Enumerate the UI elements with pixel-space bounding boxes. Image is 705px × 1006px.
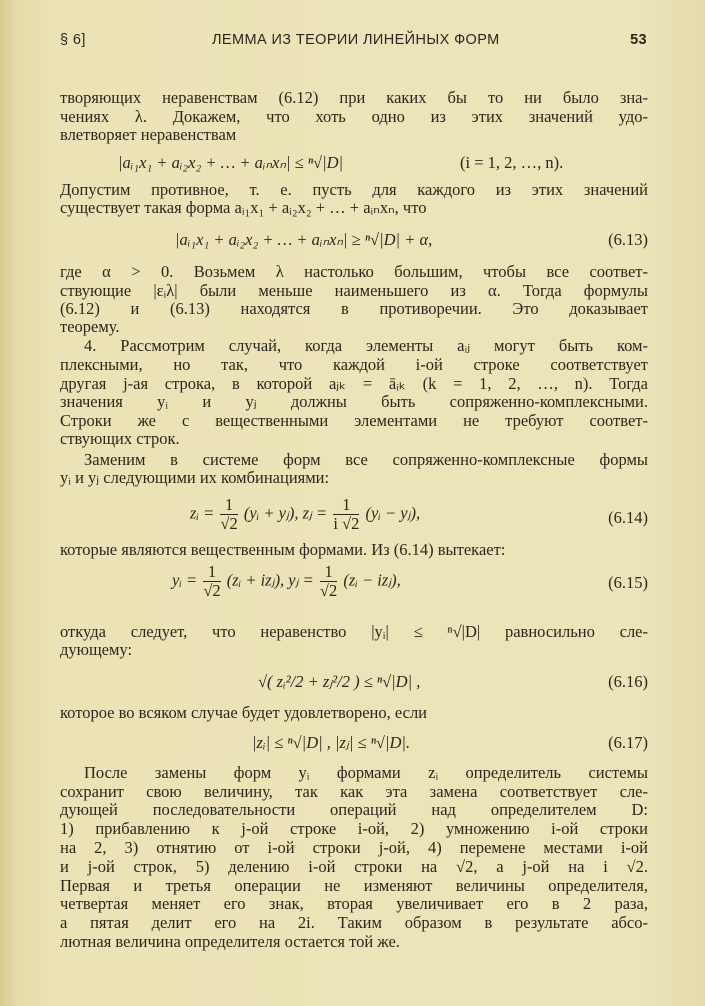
eq-part: (zᵢ + izⱼ), yⱼ = <box>226 570 314 590</box>
fraction <box>203 563 220 600</box>
denominator: √2 <box>203 581 221 600</box>
denominator: i √2 <box>333 514 360 533</box>
text-line: Первая и третья операции не изменяют величины определителя, <box>60 876 648 895</box>
text-line: yᵢ и yⱼ следующими их комбинациями: <box>60 468 330 487</box>
fraction <box>333 496 359 533</box>
text-line: теорему. <box>60 317 120 336</box>
equation-number: (6.14) <box>608 508 648 527</box>
eq-part: (yᵢ + yⱼ), zⱼ = <box>243 503 328 523</box>
fraction <box>220 496 237 533</box>
text-line: существует такая форма aᵢ₁x₁ + aᵢ₂x₂ + … + aᵢₙxₙ, что <box>60 198 427 217</box>
equation: √( zᵢ²/2 + zⱼ²/2 ) ≤ ⁿ√|D| , <box>258 672 421 691</box>
eq-part: (zᵢ − izⱼ), <box>343 570 401 590</box>
text-line: После замены форм yᵢ формами zᵢ определитель системы <box>84 763 648 782</box>
text-line: которые являются вещественным формами. Из (6.14) вытекает: <box>60 540 506 559</box>
numerator: 1 <box>333 496 359 515</box>
text-line: которое во всяком случае будет удовлетворено, если <box>60 703 428 722</box>
text-line: творяющих неравенствам (6.12) при каких бы то ни было зна- <box>60 88 648 107</box>
text-line: другая j-ая строка, в которой aⱼₖ = āᵢₖ (k = 1, 2, …, n). Тогда <box>60 374 648 393</box>
denominator: √2 <box>220 514 238 533</box>
text-line: дующему: <box>60 640 133 659</box>
equation-6-15 <box>172 563 401 600</box>
text-line: Строки же с вещественными элементами не требуют соответ- <box>60 411 648 430</box>
fraction <box>320 563 337 600</box>
text-line: где α > 0. Возьмем λ настолько большим, чтобы все соответ- <box>60 262 648 281</box>
equation-number: (6.13) <box>608 230 648 249</box>
text-line: Заменим в системе форм все сопряженно-комплексные формы <box>84 450 648 469</box>
text-line: влетворяет неравенствам <box>60 125 237 144</box>
text-line: на 2, 3) отнятию от i-ой строки j-ой, 4) перемене местами i-ой <box>60 838 648 857</box>
text-line: ствующих строк. <box>60 429 180 448</box>
text-line: четвертая меняет его знак, вторая увеличивает его в 2 раза, <box>60 894 648 913</box>
section-number: § 6] <box>60 32 86 48</box>
equation: |aᵢ₁x₁ + aᵢ₂x₂ + … + aᵢₙxₙ| ≥ ⁿ√|D| + α, <box>175 230 433 249</box>
running-title: ЛЕММА ИЗ ТЕОРИИ ЛИНЕЙНЫХ ФОРМ <box>212 32 500 48</box>
text-line: откуда следует, что неравенство |yᵢ| ≤ ⁿ√|D| равносильно сле- <box>60 622 648 641</box>
text-line: значения yᵢ и yⱼ должны быть сопряженно-комплексными. <box>60 392 648 411</box>
equation-number: (6.16) <box>608 672 648 691</box>
equation: |aᵢ₁x₁ + aᵢ₂x₂ + … + aᵢₙxₙ| ≤ ⁿ√|D| <box>118 153 344 172</box>
numerator: 1 <box>203 563 220 582</box>
text-line: 1) прибавлению к j-ой строке i-ой, 2) умножению i-ой строки <box>60 819 648 838</box>
eq-part: zᵢ = <box>190 503 215 523</box>
equation-6-14 <box>190 496 420 533</box>
eq-part: (yᵢ − yⱼ), <box>365 503 421 523</box>
text-line: плексными, но так, что каждой i-ой строке соответствует <box>60 355 648 374</box>
numerator: 1 <box>220 496 237 515</box>
equation-number: (6.17) <box>608 733 648 752</box>
text-line: чениях λ. Докажем, что хоть одно из этих значений удо- <box>60 107 648 126</box>
equation: |zᵢ| ≤ ⁿ√|D| , |zⱼ| ≤ ⁿ√|D|. <box>252 733 411 752</box>
text-line: (6.12) и (6.13) находятся в противоречии. Это доказывает <box>60 299 648 318</box>
text-line: лютная величина определителя остается той же. <box>60 932 400 951</box>
text-line: а пятая делит его на 2i. Таким образом в результате абсо- <box>60 913 648 932</box>
numerator: 1 <box>320 563 337 582</box>
text-line: ствующие |εᵢλ| были меньше наименьшего из α. Тогда формулы <box>60 281 648 300</box>
equation-number: (6.15) <box>608 573 648 592</box>
text-line: сохранит свою величину, так как эта замена соответствует сле- <box>60 782 648 801</box>
text-line: 4. Рассмотрим случай, когда элементы aᵢⱼ могут быть ком- <box>84 336 648 355</box>
equation-condition: (i = 1, 2, …, n). <box>460 153 564 172</box>
denominator: √2 <box>319 581 338 600</box>
text-line: и j-ой строк, 5) делению i-ой строки на √2, а j-ой на i √2. <box>60 857 648 876</box>
text-line: дующей последовательности операций над определителем D: <box>60 800 648 819</box>
page-number: 53 <box>630 32 647 48</box>
text-line: Допустим противное, т. е. пусть для каждого из этих значений <box>60 180 648 199</box>
eq-part: yᵢ = <box>172 570 198 590</box>
